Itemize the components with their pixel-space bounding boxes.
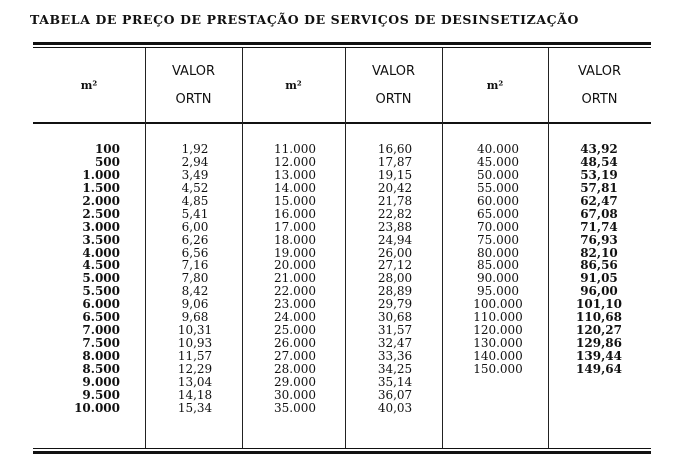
top-rule-thick: [33, 42, 651, 45]
table-cell: 19.000: [274, 245, 316, 260]
table-cell: 15,34: [177, 400, 213, 415]
area-column-2: [262, 143, 328, 415]
table-cell: 17.000: [274, 219, 316, 234]
table-cell: 67,08: [580, 206, 618, 221]
table-cell: 1,92: [181, 142, 209, 156]
bottom-rule-thin: [33, 448, 651, 449]
table-cell: 2.000: [82, 193, 120, 208]
table-cell: 9.000: [82, 374, 120, 389]
table-cell: 2,94: [181, 154, 209, 169]
table-cell: 6.500: [82, 310, 120, 325]
table-cell: 120.000: [473, 323, 523, 338]
table-cell: 5.500: [82, 284, 120, 299]
table-cell: 9.500: [82, 387, 120, 402]
header-valor-label: VALOR: [172, 64, 215, 79]
header-valor-2: [345, 58, 442, 114]
table-cell: 28,00: [377, 271, 413, 286]
table-cell: 29.000: [274, 374, 316, 389]
table-cell: 20.000: [274, 258, 316, 273]
table-cell: 10,31: [177, 323, 213, 338]
table-cell: 10,93: [177, 336, 213, 351]
valor-column-2: [360, 143, 430, 415]
table-cell: 31,57: [377, 323, 413, 338]
table-cell: 95.000: [477, 284, 519, 299]
table-cell: 7,16: [181, 258, 209, 273]
table-cell: 91,05: [580, 271, 618, 286]
header-area-3: m²: [486, 79, 504, 92]
table-cell: 71,74: [580, 219, 618, 234]
table-cell: 27,12: [377, 258, 413, 273]
table-cell: 3,49: [181, 167, 209, 182]
table-cell: 1.500: [82, 180, 120, 195]
table-cell: 139,44: [576, 349, 622, 363]
table-cell: 8.500: [82, 361, 120, 376]
table-cell: 10.000: [74, 400, 120, 415]
table-cell: 45.000: [477, 154, 519, 169]
table-cell: 23.000: [274, 297, 316, 312]
table-cell: 24,94: [377, 232, 413, 247]
header-valor-1: [145, 58, 242, 114]
table-cell: 110.000: [473, 310, 523, 325]
table-cell: 75.000: [477, 232, 519, 247]
table-cell: 35,14: [377, 374, 413, 389]
table-cell: 9,06: [181, 297, 209, 312]
table-cell: 101,10: [576, 297, 622, 312]
table-cell: 6,26: [181, 232, 209, 247]
table-cell: 6,56: [181, 245, 209, 260]
table-cell: 57,81: [580, 180, 618, 195]
header-valor-label: VALOR: [372, 64, 415, 79]
table-cell: 100.000: [473, 297, 523, 312]
table-cell: 100: [94, 142, 120, 156]
table-cell: 29,79: [377, 297, 413, 312]
table-cell: 85.000: [477, 258, 519, 273]
table-cell: 80.000: [477, 245, 519, 260]
table-cell: 1.000: [82, 167, 120, 182]
table-cell: 48,54: [580, 154, 618, 169]
table-cell: 55.000: [477, 180, 519, 195]
table-cell: 86,56: [580, 258, 618, 273]
table-title: TABELA DE PREÇO DE PRESTAÇÃO DE SERVIÇOS DE DESINSETIZAÇÃO: [30, 12, 579, 27]
table-cell: 23,88: [377, 219, 413, 234]
table-cell: 2.500: [82, 206, 120, 221]
table-cell: 30.000: [274, 387, 316, 402]
table-cell: 19,15: [377, 167, 413, 182]
table-cell: 120,27: [576, 323, 622, 338]
table-cell: 76,93: [580, 232, 618, 247]
table-cell: 4.500: [82, 258, 120, 273]
table-cell: 33,36: [377, 349, 413, 363]
table-cell: 5,41: [181, 206, 209, 221]
table-cell: 5.000: [82, 271, 120, 286]
table-cell: 7,80: [181, 271, 209, 286]
table-cell: 35.000: [274, 400, 316, 415]
table-cell: 6.000: [82, 297, 120, 312]
table-cell: 3.500: [82, 232, 120, 247]
table-cell: 22.000: [274, 284, 316, 299]
table-cell: 9,68: [181, 310, 209, 325]
table-cell: 15.000: [274, 193, 316, 208]
table-cell: 62,47: [580, 193, 618, 208]
table-cell: 4,52: [181, 180, 209, 195]
table-cell: 24.000: [274, 310, 316, 325]
table-cell: 149,64: [576, 361, 622, 376]
header-area-1: m²: [80, 79, 98, 92]
table-cell: 16.000: [274, 206, 316, 221]
area-column-3: [464, 143, 532, 376]
table-cell: 150.000: [473, 361, 523, 376]
table-cell: 26.000: [274, 336, 316, 351]
table-cell: 20,42: [377, 180, 413, 195]
table-cell: 26,00: [377, 245, 413, 260]
table-cell: 22,82: [377, 206, 413, 221]
table-cell: 21.000: [274, 271, 316, 286]
table-cell: 40.000: [477, 142, 519, 156]
table-cell: 3.000: [82, 219, 120, 234]
table-cell: 40,03: [377, 400, 413, 415]
table-cell: 14.000: [274, 180, 316, 195]
header-ortn-label: ORTN: [581, 92, 618, 107]
table-cell: 36,07: [377, 387, 413, 402]
table-cell: 12.000: [274, 154, 316, 169]
table-cell: 130.000: [473, 336, 523, 351]
bottom-rule-thick: [33, 451, 651, 454]
header-area-2: m²: [285, 79, 302, 92]
table-cell: 13,04: [177, 374, 213, 389]
table-cell: 6,00: [181, 219, 209, 234]
table-cell: 7.500: [82, 336, 120, 351]
table-cell: 28.000: [274, 361, 316, 376]
table-cell: 60.000: [477, 193, 519, 208]
header-separator-rule: [33, 122, 651, 124]
table-cell: 4.000: [82, 245, 120, 260]
table-cell: 82,10: [580, 245, 618, 260]
table-cell: 11,57: [177, 349, 213, 363]
table-cell: 8.000: [82, 349, 120, 363]
table-cell: 65.000: [477, 206, 519, 221]
table-cell: 140.000: [473, 349, 523, 363]
header-ortn-label: ORTN: [375, 92, 412, 107]
table-cell: 4,85: [181, 193, 209, 208]
table-cell: 32,47: [377, 336, 413, 351]
table-cell: 50.000: [477, 167, 519, 182]
table-cell: 90.000: [477, 271, 519, 286]
table-cell: 16,60: [377, 142, 413, 156]
table-cell: 129,86: [576, 336, 622, 351]
table-cell: 43,92: [580, 142, 618, 156]
table-cell: 53,19: [580, 167, 618, 182]
table-cell: 8,42: [181, 284, 209, 299]
table-cell: 18.000: [274, 232, 316, 247]
valor-column-3: [562, 143, 636, 376]
header-valor-label: VALOR: [578, 64, 621, 79]
valor-column-1: [160, 143, 230, 415]
table-cell: 110,68: [576, 310, 622, 325]
header-valor-3: [548, 58, 651, 114]
table-cell: 17,87: [377, 154, 413, 169]
table-cell: 96,00: [580, 284, 618, 299]
table-cell: 13.000: [274, 167, 316, 182]
table-cell: 21,78: [377, 193, 413, 208]
top-rule-thin: [33, 47, 651, 48]
table-cell: 70.000: [477, 219, 519, 234]
area-column-1: [70, 143, 120, 415]
header-ortn-label: ORTN: [175, 92, 212, 107]
table-cell: 12,29: [177, 361, 213, 376]
table-cell: 500: [94, 154, 120, 169]
table-cell: 11.000: [274, 142, 316, 156]
table-cell: 14,18: [177, 387, 213, 402]
table-cell: 27.000: [274, 349, 316, 363]
table-cell: 25.000: [274, 323, 316, 338]
table-cell: 7.000: [82, 323, 120, 338]
table-cell: 28,89: [377, 284, 413, 299]
table-cell: 30,68: [377, 310, 413, 325]
table-cell: 34,25: [377, 361, 413, 376]
